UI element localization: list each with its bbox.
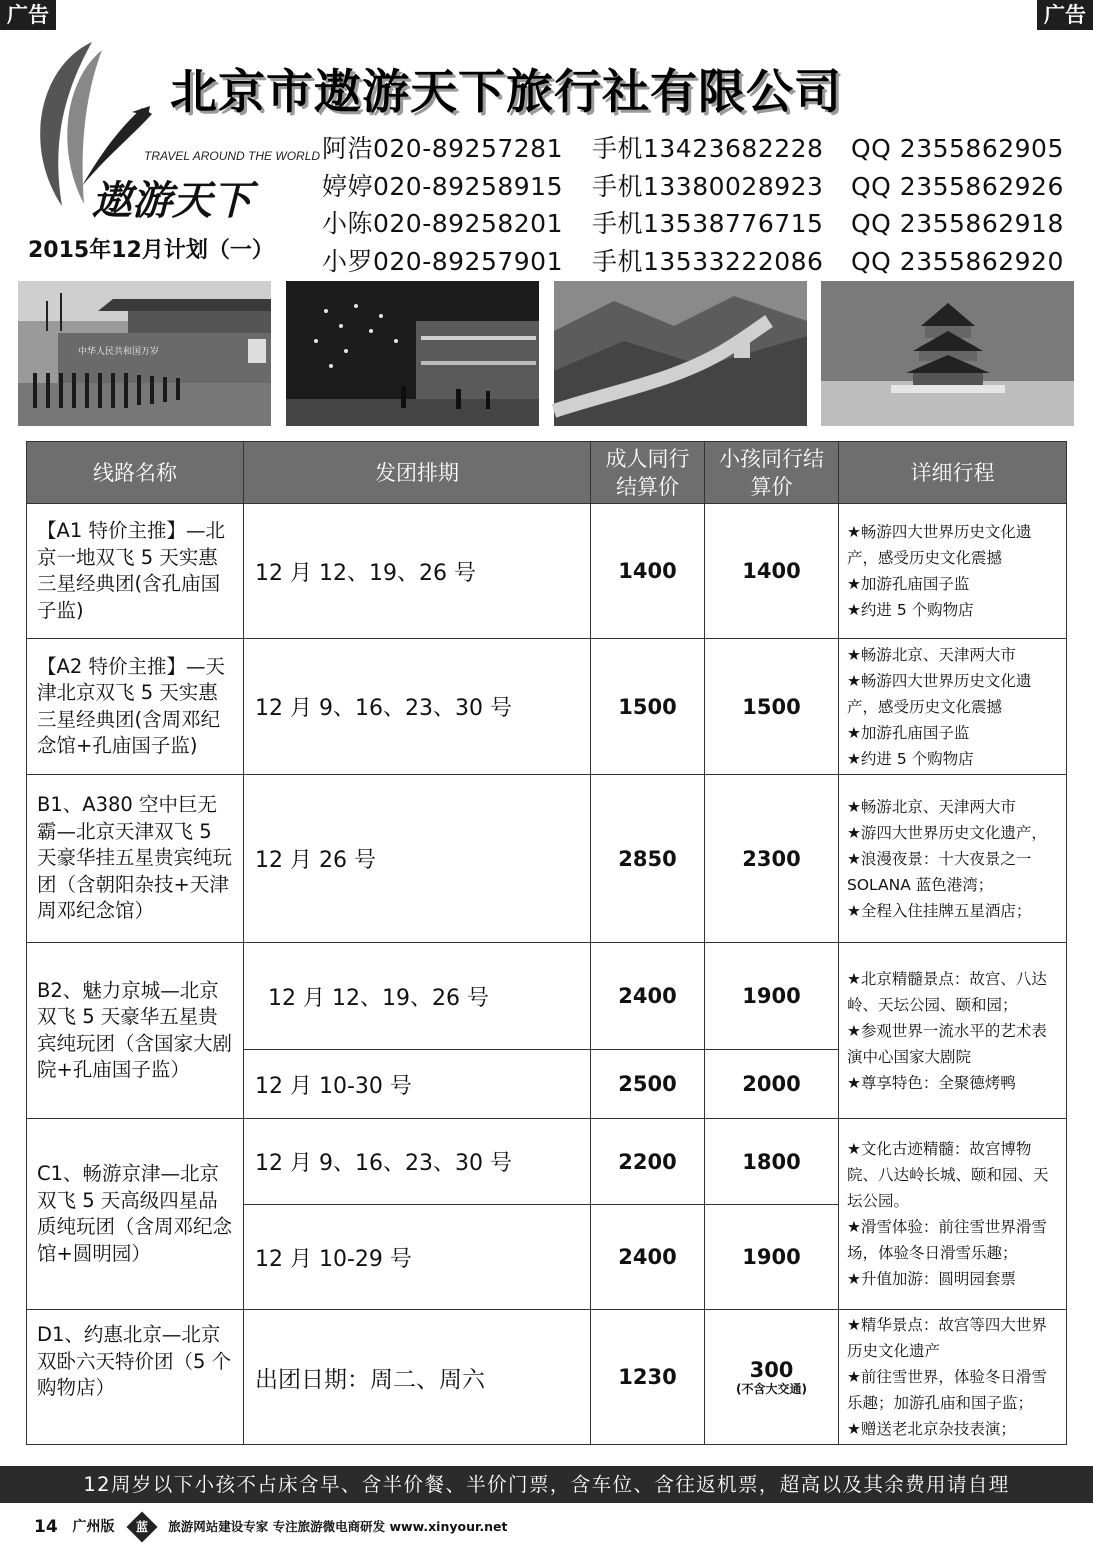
page-number: 14 [34,1517,58,1537]
adult-price: 1400 [591,504,705,639]
detail-item: ★加游孔庙国子监 [847,723,970,742]
route-name: 【A1 特价主推】—北京一地双飞 5 天实惠三星经典团(含孔庙国子监) [27,504,244,639]
ad-label-left: 广告 [0,0,56,30]
table-row [27,1119,1067,1205]
route-detail [839,775,1067,943]
detail-item: ★游四大世界历史文化遗产， [847,823,1047,842]
header-child-price: 小孩同行结 算价 [705,442,839,504]
route-name: 【A2 特价主推】—天津北京双飞 5 天实惠三星经典团(含周邓纪念馆+孔庙国子监) [27,639,244,775]
child-price: 1400 [705,504,839,639]
route-date: 12 月 9、16、23、30 号 [244,1119,591,1205]
detail-item: ★全程入住挂牌五星酒店； [847,901,1032,920]
adult-price: 1230 [591,1310,705,1445]
route-name: B2、魅力京城—北京双飞 5 天豪华五星贵宾纯玩团（含国家大剧院+孔庙国子监） [27,943,244,1119]
photo-strip [18,281,1074,426]
contact-qq: QQ 2355862905 [851,134,1064,163]
contact-mobile: 手机13533222086 [592,246,824,276]
adult-price: 2400 [591,1205,705,1310]
table-row [27,1310,1067,1445]
route-name: C1、畅游京津—北京双飞 5 天高级四星品质纯玩团（含周邓纪念馆+圆明园） [27,1119,244,1310]
child-price: 1500 [705,639,839,775]
detail-item: ★加游孔庙国子监 [847,575,970,593]
detail-item: ★文化古迹精髓：故宫博物院、八达岭长城、颐和园、天坛公园。 [847,1140,1049,1210]
footer-slogan: 旅游网站建设专家 专注旅游微电商研发 www.xinyour.net [168,1519,508,1534]
table-row [27,639,1067,775]
child-price-value: 300 [749,1358,794,1382]
adult-price: 2400 [591,943,705,1050]
logo-en-text: TRAVEL AROUND THE WORLD [144,149,321,163]
route-table [26,441,1067,1445]
contact-mobile: 手机13538776715 [592,209,824,238]
blue-logo-icon: 蓝 [127,1511,158,1542]
contact-phone: 婷婷020-89258915 [322,171,563,201]
child-price: 2000 [705,1050,839,1119]
contact-mobile: 手机13380028923 [592,171,824,201]
header-detail: 详细行程 [839,442,1067,504]
table-row [27,504,1067,639]
contact-phone: 小陈020-89258201 [322,209,563,238]
notice-bar: 12周岁以下小孩不占床含早、含半价餐、半价门票，含车位、含往返机票，超高以及其余费用请自理 [0,1466,1093,1503]
detail-item: ★约进 5 个购物店 [847,601,974,619]
route-date: 12 月 10-30 号 [244,1050,591,1119]
detail-item: ★赠送老北京杂技表演； [847,1420,1016,1438]
table-row [27,775,1067,943]
route-name: B1、A380 空中巨无霸—北京天津双飞 5 天豪华挂五星贵宾纯玩团（含朝阳杂技+天津周邓纪念馆） [27,775,244,943]
photo-night-street [286,281,539,426]
adult-price: 2850 [591,775,705,943]
detail-item: ★畅游四大世界历史文化遗产，感受历史文化震撼 [847,523,1032,567]
detail-item: ★畅游四大世界历史文化遗产，感受历史文化震撼 [847,671,1032,716]
route-date: 出团日期：周二、周六 [244,1310,591,1445]
adult-price: 2500 [591,1050,705,1119]
route-detail [839,1310,1067,1445]
detail-item: ★约进 5 个购物店 [847,749,974,768]
route-detail [839,504,1067,639]
tiananmen-sign: 中华人民共和国万岁 [78,347,160,357]
route-date: 12 月 26 号 [244,775,591,943]
route-name: D1、约惠北京—北京双卧六天特价团（5 个购物店） [27,1310,244,1445]
detail-item: ★北京精髓景点：故宫、八达岭、天坛公园、颐和园； [847,969,1047,1014]
child-price: 1800 [705,1119,839,1205]
contact-row [322,243,1064,281]
detail-item: ★畅游北京、天津两大市 [847,645,1016,664]
photo-temple-of-heaven [821,281,1074,426]
header-schedule: 发团排期 [244,442,591,504]
detail-item: ★尊享特色：全聚德烤鸭 [847,1073,1016,1092]
detail-item: ★前往雪世界，体验冬日滑雪乐趣；加游孔庙和国子监； [847,1368,1047,1412]
header-route-name: 线路名称 [27,442,244,504]
child-price: 1900 [705,943,839,1050]
detail-item: ★畅游北京、天津两大市 [847,797,1016,816]
adult-price: 1500 [591,639,705,775]
table-row [27,943,1067,1050]
route-detail [839,943,1067,1119]
contact-row [322,205,1064,243]
plan-title: 2015年12月计划（一） [28,238,274,263]
route-date: 12 月 12、19、26 号 [244,943,591,1050]
photo-great-wall [554,281,807,426]
logo-cn-text: 遨游天下 [92,178,252,224]
detail-item: ★滑雪体验：前往雪世界滑雪场，体验冬日滑雪乐趣； [847,1218,1047,1262]
child-price: 2300 [705,775,839,943]
ad-label-right: 广告 [1037,0,1093,30]
detail-item: ★参观世界一流水平的艺术表演中心国家大剧院 [847,1021,1047,1066]
contact-mobile: 手机13423682228 [592,134,824,163]
contact-list [322,130,1064,280]
detail-item: ★升值加游：圆明园套票 [847,1270,1016,1288]
contact-qq: QQ 2355862926 [851,171,1064,201]
child-price [705,1310,839,1445]
contact-qq: QQ 2355862918 [851,209,1064,238]
contact-phone: 小罗020-89257901 [322,246,563,276]
contact-row [322,130,1064,168]
contact-qq: QQ 2355862920 [851,246,1064,276]
detail-item: ★精华景点：故宫等四大世界历史文化遗产 [847,1316,1047,1360]
route-detail [839,639,1067,775]
header-adult-price: 成人同行 结算价 [591,442,705,504]
child-price: 1900 [705,1205,839,1310]
route-detail [839,1119,1067,1310]
route-date: 12 月 10-29 号 [244,1205,591,1310]
company-name: 北京市遨游天下旅行社有限公司 [170,65,842,120]
contact-phone: 阿浩020-89257281 [322,134,563,163]
table-header-row [27,442,1067,504]
route-date: 12 月 12、19、26 号 [244,504,591,639]
adult-price: 2200 [591,1119,705,1205]
contact-row [322,168,1064,206]
child-price-note: (不含大交通) [736,1382,807,1396]
photo-tiananmen [18,281,271,426]
edition-label: 广州版 [72,1519,115,1535]
page-footer [34,1515,507,1539]
detail-item: ★浪漫夜景：十大夜景之一 SOLANA 蓝色港湾； [847,849,1032,894]
route-date: 12 月 9、16、23、30 号 [244,639,591,775]
